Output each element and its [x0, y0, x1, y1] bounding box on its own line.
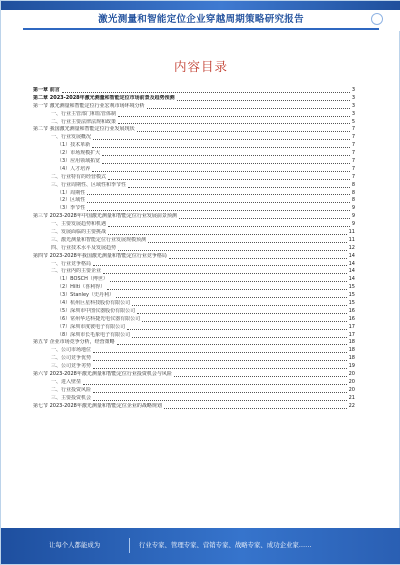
- toc-leader-dots: [92, 171, 350, 172]
- toc-entry-label: 一、行业竞争格局: [51, 260, 92, 267]
- toc-entry-page: 7: [351, 165, 355, 172]
- toc-entry[interactable]: [33, 87, 355, 95]
- toc-entry[interactable]: [33, 292, 355, 300]
- toc-entry-label: 二、行业主要法律法规和政策: [51, 118, 117, 125]
- toc-entry[interactable]: [33, 213, 355, 221]
- footer-banner: [1, 528, 400, 564]
- toc-entry-label: 四、行业技术水平及发展趋势: [51, 244, 117, 251]
- toc-entry-page: 7: [351, 150, 355, 157]
- toc-entry-page: 3: [351, 110, 355, 117]
- toc-leader-dots: [83, 384, 347, 385]
- toc-entry[interactable]: [33, 355, 355, 363]
- toc-leader-dots: [177, 100, 350, 101]
- toc-entry[interactable]: [33, 300, 355, 308]
- toc-leader-dots: [142, 321, 346, 322]
- toc-entry[interactable]: [33, 103, 355, 111]
- toc-entry-page: 11: [348, 229, 355, 236]
- toc-entry[interactable]: [33, 205, 355, 213]
- toc-entry-label: 一、行业主管部门和监管体制: [51, 110, 117, 117]
- toc-entry-page: 15: [348, 300, 355, 307]
- toc-leader-dots: [108, 226, 350, 227]
- toc-entry-page: 21: [348, 394, 355, 401]
- toc-leader-dots: [92, 147, 350, 148]
- toc-entry[interactable]: [33, 276, 355, 284]
- toc-entry-label: 二、行业投资风险: [51, 386, 92, 393]
- toc-entry-label: （1）周期性: [57, 189, 86, 196]
- toc-entry-label: 一、行业发展概况: [51, 134, 92, 141]
- toc-entry[interactable]: [33, 371, 355, 379]
- toc-leader-dots: [93, 352, 347, 353]
- toc-leader-dots: [137, 131, 350, 132]
- toc-entry[interactable]: [33, 340, 355, 348]
- toc-leader-dots: [128, 187, 350, 188]
- toc-leader-dots: [93, 400, 347, 401]
- toc-entry[interactable]: [33, 332, 355, 340]
- toc-entry-page: 9: [351, 221, 355, 228]
- toc-entry-page: 18: [348, 347, 355, 354]
- toc-entry-label: （5）深圳市中图仪器股份有限公司: [57, 307, 136, 314]
- toc-entry-label: 第五节 企业市场竞争分析，经营策略: [33, 339, 115, 346]
- toc-leader-dots: [174, 376, 347, 377]
- toc-heading: 内容目录: [173, 59, 228, 74]
- toc-entry[interactable]: [33, 182, 355, 190]
- toc-entry[interactable]: [33, 324, 355, 332]
- toc-leader-dots: [147, 108, 350, 109]
- toc-leader-dots: [93, 139, 350, 140]
- toc-entry-page: 20: [348, 371, 355, 378]
- toc-entry-page: 8: [351, 181, 355, 188]
- toc-entry-page: 7: [351, 126, 355, 133]
- toc-entry-label: 二、公司竞争优势: [51, 355, 92, 362]
- toc-leader-dots: [108, 179, 350, 180]
- toc-entry[interactable]: [33, 150, 355, 158]
- toc-entry-page: 3: [351, 102, 355, 109]
- toc-entry[interactable]: [33, 221, 355, 229]
- toc-entry[interactable]: [33, 134, 355, 142]
- toc-entry-page: 7: [351, 158, 355, 164]
- toc-leader-dots: [110, 281, 347, 282]
- toc-leader-dots: [102, 155, 350, 156]
- toc-entry-label: （3）Stanley（史丹利）: [57, 292, 114, 299]
- toc-leader-dots: [132, 305, 346, 306]
- toc-entry-label: 三、行业周期性、区域性和季节性: [51, 181, 127, 188]
- toc-leader-dots: [107, 289, 347, 290]
- header-banner: [1, 1, 400, 31]
- toc-entry[interactable]: [33, 111, 355, 119]
- toc-entry-label: 二、发展面临的主要挑战: [51, 229, 107, 236]
- toc-entry[interactable]: [33, 261, 355, 269]
- toc-leader-dots: [164, 408, 347, 409]
- report-title: 激光测量和智能定位企业穿越周期策略研究报告: [98, 14, 304, 25]
- toc-entry-label: 第六节 2023-2028年激光测量和智能定位行业投资机会与风险: [33, 371, 172, 378]
- toc-entry-page: 14: [348, 252, 355, 259]
- toc-entry[interactable]: [33, 142, 355, 150]
- toc-entry-label: 三、公司竞争劣势: [51, 363, 92, 370]
- toc-entry[interactable]: [33, 308, 355, 316]
- toc-entry-page: 15: [348, 292, 355, 299]
- toc-leader-dots: [62, 92, 350, 93]
- toc-entry-label: （2）Hilti（喜利得）: [57, 284, 106, 291]
- toc-entry-page: 7: [351, 134, 355, 141]
- header-rule: [23, 28, 379, 30]
- toc-entry-page: 18: [348, 339, 355, 346]
- toc-entry-page: 14: [348, 260, 355, 267]
- toc-leader-dots: [87, 194, 350, 195]
- toc-leader-dots: [127, 329, 346, 330]
- toc-entry[interactable]: [33, 119, 355, 127]
- toc-entry-label: （3）应用领域拓宽: [57, 158, 101, 164]
- toc-entry-label: 第一节 激光测量和智能定位行业宏观市场环境分析: [33, 102, 145, 109]
- toc-entry[interactable]: [33, 284, 355, 292]
- toc-leader-dots: [108, 234, 347, 235]
- toc-entry-page: 15: [348, 284, 355, 291]
- toc-leader-dots: [93, 265, 347, 266]
- toc-entry[interactable]: [33, 316, 355, 324]
- toc-entry-page: 18: [348, 355, 355, 362]
- toc-entry[interactable]: [33, 158, 355, 166]
- toc-leader-dots: [132, 337, 346, 338]
- toc-entry-page: 22: [348, 402, 355, 409]
- toc-entry[interactable]: [33, 95, 355, 103]
- toc-leader-dots: [137, 313, 346, 314]
- toc-entry-label: （4）杭州巨星科技股份有限公司: [57, 300, 131, 307]
- toc-entry-label: 第二章 2023-2028年激光测量和智能定位市场前景及趋势预测: [33, 94, 175, 101]
- toc-leader-dots: [179, 218, 350, 219]
- toc-entry[interactable]: [33, 253, 355, 261]
- toc-leader-dots: [93, 368, 347, 369]
- toc-entry[interactable]: [33, 197, 355, 205]
- toc-entry[interactable]: [33, 347, 355, 355]
- toc-entry-label: 第一章 前言: [33, 86, 60, 93]
- toc-entry-label: 三、主要投资机会: [51, 394, 92, 401]
- toc-entry-label: 第四节 2023-2028年我国激光测量和智能定位行业竞争格局: [33, 252, 167, 259]
- toc-entry-page: 9: [351, 213, 355, 220]
- toc-entry[interactable]: [33, 229, 355, 237]
- toc-entry-page: 3: [351, 94, 355, 101]
- toc-leader-dots: [117, 344, 347, 345]
- toc-leader-dots: [118, 123, 350, 124]
- footer-slogan-left: 让每个人都能成为: [49, 541, 101, 549]
- header-strip: [1, 1, 400, 10]
- toc-entry-page: 3: [351, 86, 355, 93]
- toc-entry-label: 第七节 2023-2028年激光测量和智能定位企业的战略规划: [33, 402, 162, 409]
- toc-entry-label: 二、行业特有的经营模式: [51, 173, 107, 180]
- toc-entry[interactable]: [33, 190, 355, 198]
- toc-entry[interactable]: [33, 166, 355, 174]
- toc-entry[interactable]: [33, 245, 355, 253]
- toc-entry-page: 20: [348, 386, 355, 393]
- toc-entry-label: （1）技术革新: [57, 142, 91, 149]
- footer-slogan-right: 行业专家、管理专家、营销专家、战略专家、成功企业家……: [139, 541, 312, 549]
- toc-entry-page: 20: [348, 378, 355, 385]
- toc-leader-dots: [87, 202, 350, 203]
- toc-entry-label: （8）深圳市长毛象电子有限公司: [57, 331, 131, 338]
- toc-entry-page: 16: [348, 315, 355, 322]
- toc-entry-label: （7）深圳市度彼电子有限公司: [57, 323, 126, 330]
- toc-entry-page: 17: [348, 331, 355, 338]
- toc-leader-dots: [169, 258, 347, 259]
- toc-leader-dots: [148, 242, 347, 243]
- toc-entry-page: 8: [351, 197, 355, 204]
- toc-entry-page: 7: [351, 173, 355, 180]
- toc-entry-page: 12: [348, 244, 355, 251]
- toc-entry[interactable]: [33, 387, 355, 395]
- toc-entry-label: 一、进入壁垒: [51, 378, 82, 385]
- toc-leader-dots: [118, 250, 347, 251]
- toc-leader-dots: [93, 360, 347, 361]
- toc-entry-page: 9: [351, 205, 355, 212]
- footer-divider: [129, 538, 130, 553]
- toc-leader-dots: [93, 392, 347, 393]
- toc-entry-page: 17: [348, 323, 355, 330]
- toc-entry-label: （2）市场规模扩大: [57, 150, 101, 157]
- toc-entry[interactable]: [33, 126, 355, 134]
- toc-entry-label: 二、行业内的主要企业: [51, 268, 102, 275]
- toc-entry-page: 8: [351, 189, 355, 196]
- toc-entry-page: 7: [351, 142, 355, 149]
- toc-entry[interactable]: [33, 237, 355, 245]
- toc-entry[interactable]: [33, 268, 355, 276]
- toc-leader-dots: [87, 210, 350, 211]
- toc-entry-page: 14: [348, 268, 355, 275]
- toc-entry[interactable]: [33, 174, 355, 182]
- toc-entry-label: （6）常州华达科捷光电仪器有限公司: [57, 315, 141, 322]
- toc-entry-label: （3）季节性: [57, 205, 86, 212]
- toc-entry-page: 5: [351, 118, 355, 125]
- toc-entry-label: （2）区域性: [57, 197, 86, 204]
- table-of-contents: [33, 87, 355, 411]
- toc-leader-dots: [116, 297, 347, 298]
- toc-leader-dots: [102, 163, 350, 164]
- toc-entry[interactable]: [33, 403, 355, 411]
- toc-entry-page: 16: [348, 307, 355, 314]
- toc-entry-page: 19: [348, 363, 355, 370]
- toc-entry-label: 三、激光测量和智能定位行业发展规模预测: [51, 236, 147, 243]
- toc-entry-page: 14: [348, 276, 355, 283]
- decorative-circle-icon: [371, 13, 383, 25]
- toc-entry-label: 一、公司市场地位: [51, 347, 92, 354]
- toc-entry[interactable]: [33, 363, 355, 371]
- toc-entry[interactable]: [33, 395, 355, 403]
- toc-entry-label: （4）人才培养: [57, 165, 91, 172]
- toc-entry-label: 第二节 我国激光测量和智能定位行业发展现状: [33, 126, 135, 133]
- toc-leader-dots: [118, 116, 350, 117]
- toc-entry-label: 一、主要发展趋势和机遇: [51, 221, 107, 228]
- toc-entry-label: 第三节 2023-2028年中国激光测量和智能定位行业发展前景预测: [33, 213, 177, 220]
- toc-entry[interactable]: [33, 379, 355, 387]
- toc-leader-dots: [103, 273, 347, 274]
- toc-entry-page: 11: [348, 236, 355, 243]
- toc-entry-label: （1）BOSCH（博世）: [57, 276, 108, 283]
